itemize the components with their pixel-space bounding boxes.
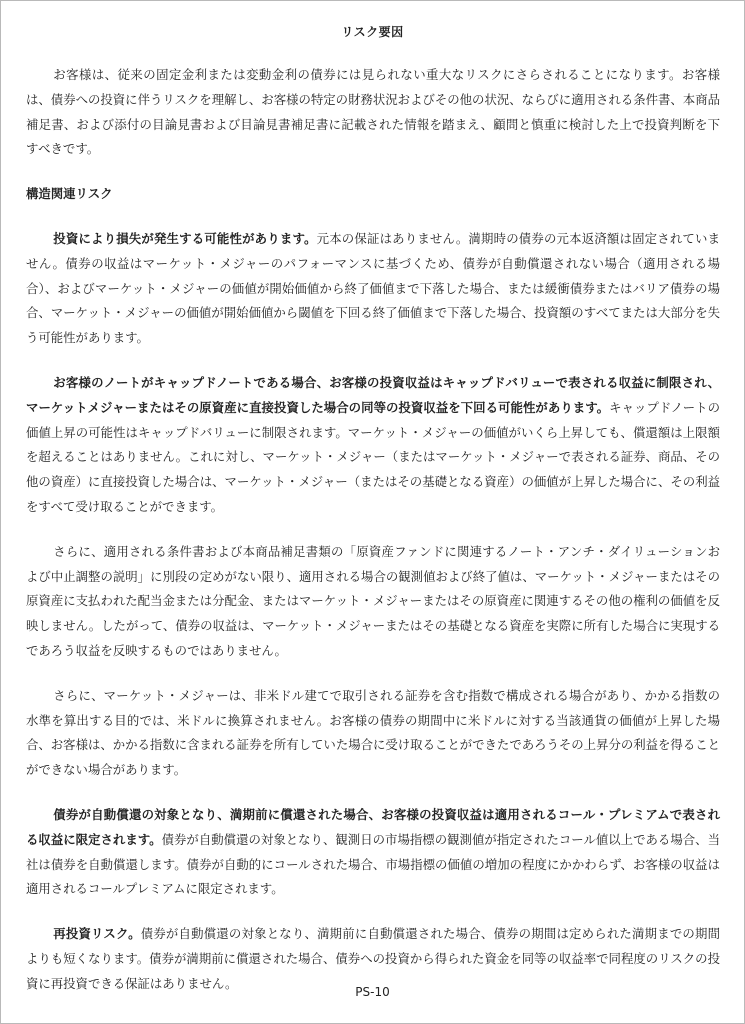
risk-text-capped: キャップドノートの価値上昇の可能性はキャップドバリューに制限されます。マーケット・メジャーの価値がいくら上昇しても、償還額は上限額を超えることはありません。これに対し、マーケット・メジャー（またはマーケット・メジャーで表される証券、商品、その他の資産）に直接投資した場合は、マーケット・メジャー（またはその基礎となる資産）の価値が上昇した場合に、その利益をすべて受け取ることができます。 [26,399,720,514]
risk-heading-reinvestment: 再投資リスク。 [53,926,141,942]
page-number: PS-10 [355,985,390,999]
risk-text-currency: さらに、マーケット・メジャーは、非米ドル建てで取引される証券を含む指数で構成される場合があり、かかる指数の水準を算出する目的では、米ドルに換算されません。お客様の債券の期間中に米ドルに対する当該通貨の価値が上昇した場合、お客様は、かかる指数に含まれる証券を所有していた場合に受け取ることができたであろうその上昇分の利益を得ることができない場合があります。 [26,687,720,778]
risk-text-dividends: さらに、適用される条件書および本商品補足書類の「原資産ファンドに関連するノート・アンチ・ダイリューションおよび中止調整の説明」に別段の定めがない限り、適用される場合の観測値および終了値は、マーケット・メジャーまたはその原資産に支払われた配当金または分配金、またはマーケット・メジャーまたはその原資産に関連するその他の権利の価値を反映しません。したがって、債券の収益は、マーケット・メジャーまたはその基礎となる資産を実際に所有した場合に実現するであろう収益を反映するものではありません。 [26,543,720,658]
risk-heading-autocall: 債券が自動償還の対象となり、満期前に償還された場合、お客様の投資収益は適用されるコール・プレミアムで表される収益に限定されます。 [26,806,720,847]
risk-heading-loss: 投資により損失が発生する可能性があります。 [53,230,317,246]
risk-paragraph-loss [26,227,720,351]
risk-text-reinvestment: 債券が自動償還の対象となり、満期前に自動償還された場合、債券の期間は定められた満期までの期間よりも短くなります。債券が満期前に償還された場合、債券への投資から得られた資金を同等の収益率で同程度のリスクの投資に再投資できる保証はありません。 [26,926,721,991]
page-title: リスク要因 [341,25,404,39]
section-heading: 構造関連リスク [26,186,113,202]
risk-text-autocall: 債券が自動償還の対象となり、観測日の市場指標の観測値が指定されたコール値以上である場合、当社は債券を自動償還します。債券が自動的にコールされた場合、市場指標の価値の増加の程度にかかわらず、お客様の収益は適用されるコールプレミアムに限定されます。 [26,831,720,897]
intro-paragraph [26,63,720,162]
intro-text: お客様は、従来の固定金利または変動金利の債券には見られない重大なリスクにさらされることになります。お客様は、債券への投資に伴うリスクを理解し、お客様の特定の財務状況およびその他の状況、ならびに適用される条件書、本商品補足書、および添付の目論見書および目論見書補足書に記載された情報を踏まえ、顧問と慎重に検討した上で投資判断を下すべきです。 [26,67,720,157]
risk-paragraph-capped [26,371,720,520]
risk-heading-capped: お客様のノートがキャップドノートである場合、お客様の投資収益はキャップドバリューで表される収益に制限され、マーケットメジャーまたはその原資産に直接投資した場合の同等の投資収益を下回る可能性があります。 [26,374,720,415]
risk-paragraph-dividends [26,540,720,664]
risk-paragraph-currency [26,684,720,783]
risk-text-loss: 元本の保証はありません。満期時の債券の元本返済額は固定されていません。債券の収益はマーケット・メジャーのパフォーマンスに基づくため、債券が自動償還されない場合（適用される場合）、およびマーケット・メジャーの価値が開始価値から終了価値まで下落した場合、または緩衝債券またはバリア債券の場合、マーケット・メジャーの価値が開始価値から閾値を下回る終了価値まで下落した場合、投資額のすべてまたは大部分を失う可能性があります。 [26,230,720,346]
document-body [26,63,720,1017]
risk-paragraph-autocall [26,803,720,902]
